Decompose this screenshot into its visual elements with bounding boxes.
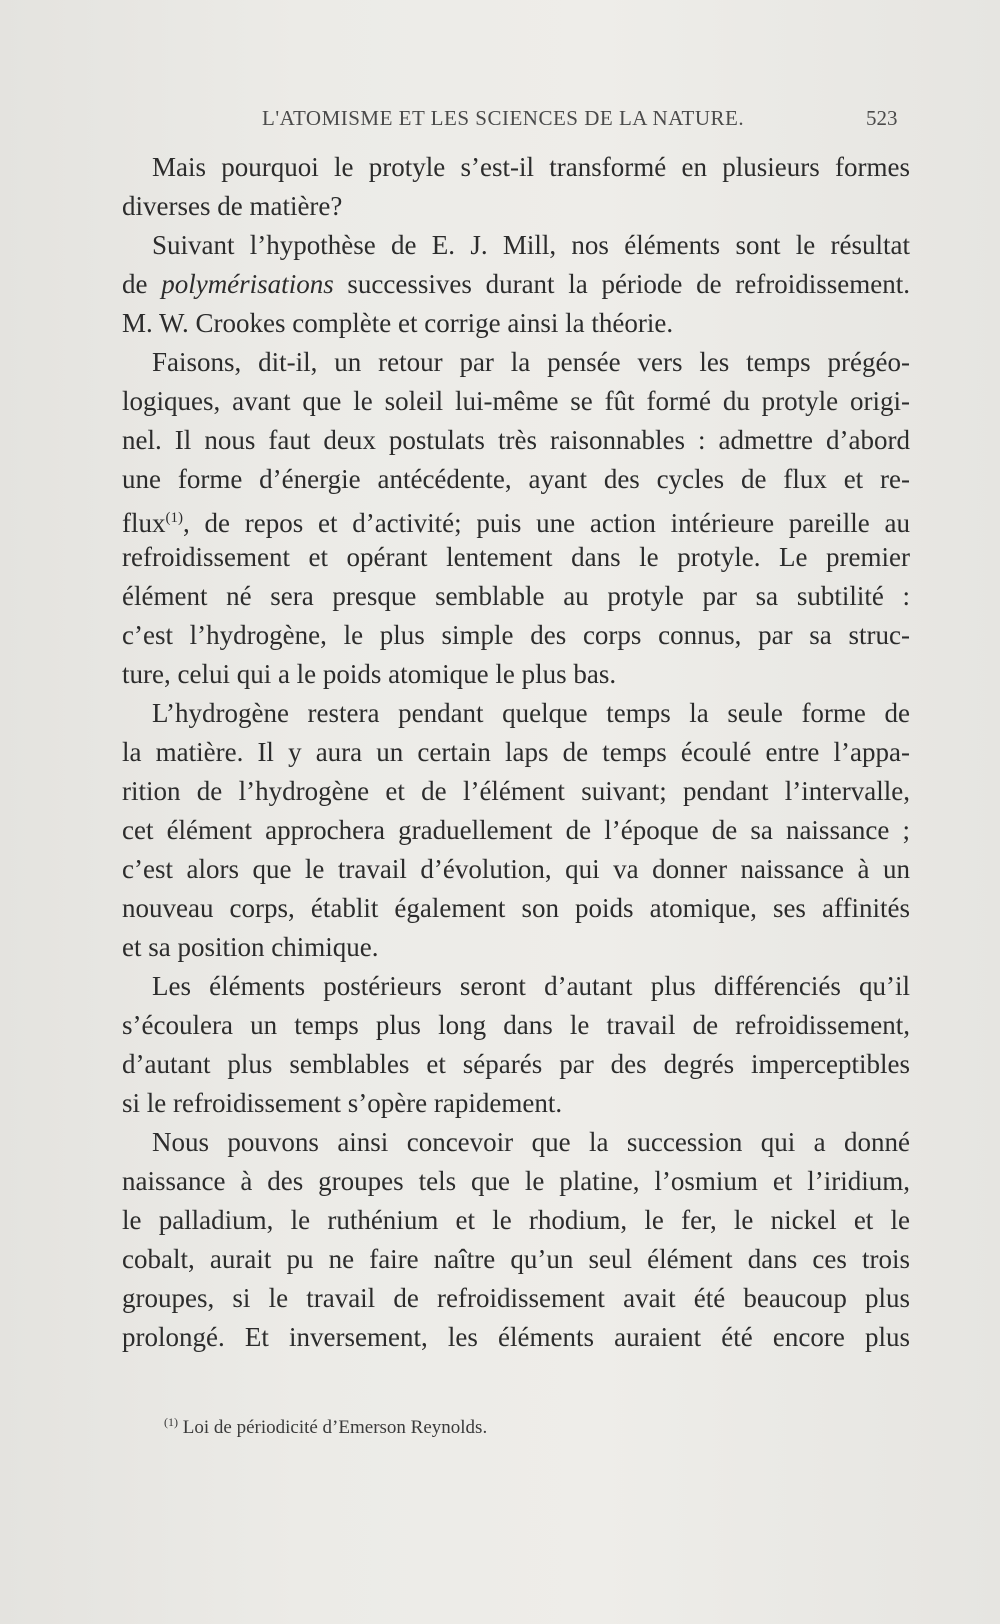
footnote-marker: (1) [164, 1415, 178, 1429]
text-line: diverses de matière? [122, 191, 343, 221]
text-line: prolongé. Et inversement, les éléments auraient été encore plus [122, 1322, 910, 1352]
page-number: 523 [866, 106, 898, 130]
footnote-text: Loi de périodicité d’Emerson Reynolds. [182, 1417, 488, 1438]
italic-term: polymérisations [161, 269, 334, 299]
text-line: nouveau corps, établit également son poids atomique, ses affinités [122, 893, 910, 923]
text-line: Les éléments postérieurs seront d’autant plus différenciés qu’il [152, 971, 910, 1001]
text-segment: successives durant la période de refroidissement. [333, 269, 911, 299]
text-line: la matière. Il y aura un certain laps de temps écoulé entre l’appa- [122, 737, 910, 767]
text-line: nel. Il nous faut deux postulats très raisonnables : admettre d’abord [122, 425, 910, 455]
text-line: une forme d’énergie antécédente, ayant des cycles de flux et re- [122, 464, 910, 494]
text-line: cobalt, aurait pu ne faire naître qu’un seul élément dans ces trois [122, 1244, 910, 1274]
text-line: ture, celui qui a le poids atomique le plus bas. [122, 659, 617, 689]
text-line: Nous pouvons ainsi concevoir que la succession qui a donné [152, 1127, 910, 1157]
text-line: naissance à des groupes tels que le platine, l’osmium et l’iridium, [122, 1166, 910, 1196]
text-line: cet élément approchera graduellement de l’époque de sa naissance ; [122, 815, 910, 845]
text-line: logiques, avant que le soleil lui-même se fût formé du protyle origi- [122, 386, 910, 416]
text-segment: , de repos et d’activité; puis une action intérieure pareille au [183, 508, 910, 538]
text-segment: flux [122, 508, 166, 538]
footnote [164, 1415, 487, 1439]
text-line: rition de l’hydrogène et de l’élément suivant; pendant l’intervalle, [122, 776, 910, 806]
text-line [122, 265, 910, 304]
text-line: Faisons, dit-il, un retour par la pensée vers les temps prégéo- [152, 347, 910, 377]
text-line: et sa position chimique. [122, 932, 379, 962]
text-line: c’est alors que le travail d’évolution, qui va donner naissance à un [122, 854, 910, 884]
text-line: M. W. Crookes complète et corrige ainsi la théorie. [122, 308, 674, 338]
body-text [122, 148, 910, 1357]
text-line: le palladium, le ruthénium et le rhodium, le fer, le nickel et le [122, 1205, 910, 1235]
text-line: élément né sera presque semblable au protyle par sa subtilité : [122, 581, 910, 611]
text-line: Mais pourquoi le protyle s’est-il transformé en plusieurs formes [152, 152, 910, 182]
text-line: d’autant plus semblables et séparés par des degrés imperceptibles [122, 1049, 910, 1079]
text-line: s’écoulera un temps plus long dans le travail de refroidissement, [122, 1010, 910, 1040]
text-line: si le refroidissement s’opère rapidement. [122, 1088, 563, 1118]
running-title: L'ATOMISME ET LES SCIENCES DE LA NATURE. [262, 106, 745, 130]
text-line [122, 499, 910, 538]
text-segment: de [122, 269, 162, 299]
text-line: Suivant l’hypothèse de E. J. Mill, nos éléments sont le résultat [152, 230, 910, 260]
text-line: c’est l’hydrogène, le plus simple des corps connus, par sa struc- [122, 620, 910, 650]
text-line: L’hydrogène restera pendant quelque temps la seule forme de [152, 698, 910, 728]
text-line: groupes, si le travail de refroidissement avait été beaucoup plus [122, 1283, 910, 1313]
footnote-reference: (1) [165, 510, 183, 526]
text-line: refroidissement et opérant lentement dans le protyle. Le premier [122, 542, 910, 572]
